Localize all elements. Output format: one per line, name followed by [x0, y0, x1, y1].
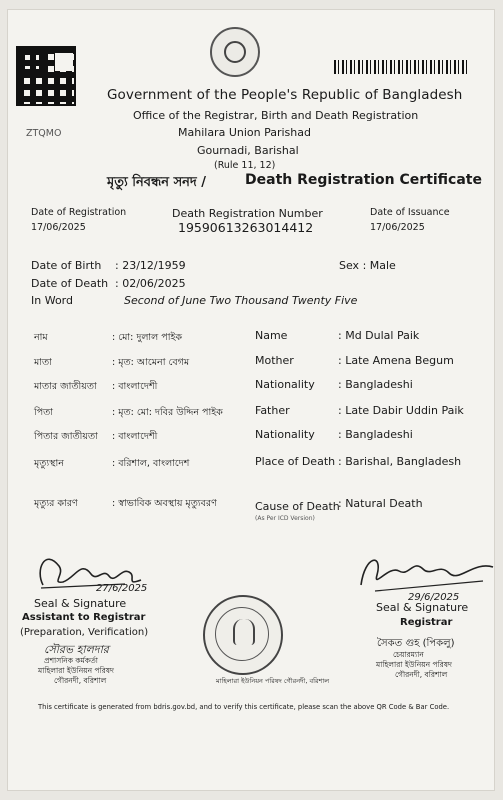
father-label: Father: [255, 404, 290, 417]
government-emblem-icon: [210, 27, 260, 77]
assistant-stamp-line3: গৌরনদী, বরিশাল: [54, 676, 107, 685]
assistant-sign-date: 27/6/2025: [96, 583, 148, 594]
cause-bn-value: : স্বাভাবিক অবস্থায় মৃত্যুবরণ: [112, 498, 217, 509]
place-of-death-label: Place of Death: [255, 455, 336, 468]
union-parishad-seal: [203, 595, 283, 675]
name-label: Name: [255, 329, 288, 342]
mother-value: : Late Amena Begum: [338, 354, 454, 367]
cause-value: : Natural Death: [338, 497, 423, 510]
cause-label: Cause of Death: [255, 500, 340, 513]
registration-date-label: Date of Registration: [31, 207, 127, 218]
registration-number-label: Death Registration Number: [172, 207, 323, 220]
gov-title: Government of the People's Republic of Bangladesh: [107, 87, 463, 103]
father-nationality-value: : Bangladeshi: [338, 428, 413, 441]
mother-bn-label: মাতা: [34, 357, 52, 368]
in-word-label: In Word: [31, 294, 73, 307]
issuance-date-label: Date of Issuance: [370, 207, 450, 218]
certificate-title-en: Death Registration Certificate: [245, 172, 482, 188]
mother-nationality-bn-label: মাতার জাতীয়তা: [34, 381, 97, 392]
sex-value: Sex : Male: [339, 259, 396, 272]
assistant-seal-caption: Seal & Signature: [34, 597, 127, 610]
barcode: [334, 60, 468, 74]
place-name: Gournadi, Barishal: [197, 144, 299, 157]
registration-number: 19590613263014412: [178, 220, 314, 235]
place-of-death-bn-value: : বরিশাল, বাংলাদেশ: [112, 458, 190, 469]
assistant-stamp-line2: মাহিলারা ইউনিয়ন পরিষদ: [38, 666, 114, 675]
qr-code: [18, 48, 74, 104]
father-bn-value: : মৃত: মো: দবির উদ্দিন পাইক: [112, 407, 223, 418]
name-bn-label: নাম: [34, 332, 48, 343]
cause-bn-label: মৃত্যুর কারণ: [34, 498, 78, 509]
place-of-death-value: : Barishal, Bangladesh: [338, 455, 462, 468]
registrar-stamp-line2: মাহিলারা ইউনিয়ন পরিষদ: [376, 660, 452, 669]
registrar-seal-caption: Seal & Signature: [376, 601, 469, 614]
mother-nationality-label: Nationality: [255, 378, 315, 391]
mother-nationality-value: : Bangladeshi: [338, 378, 413, 391]
father-value: : Late Dabir Uddin Paik: [338, 404, 464, 417]
mother-bn-value: : মৃত: আমেনা বেগম: [112, 357, 190, 368]
union-name: Mahilara Union Parishad: [178, 126, 311, 139]
father-nationality-bn-label: পিতার জাতীয়তা: [34, 431, 98, 442]
dod-value: : 02/06/2025: [115, 277, 186, 290]
registrar-sign-date: 29/6/2025: [408, 592, 460, 603]
in-word-value: Second of June Two Thousand Twenty Five: [124, 294, 358, 307]
name-bn-value: : মো: দুলাল পাইক: [112, 332, 183, 343]
certificate-title-bn: মৃত্যু নিবন্ধন সনদ /: [107, 175, 207, 190]
assistant-role: Assistant to Registrar: [22, 612, 146, 623]
registrar-role: Registrar: [400, 617, 453, 628]
dob-value: : 23/12/1959: [115, 259, 186, 272]
assistant-stamp-line1: প্রশাসনিক কর্মকর্তা: [44, 656, 98, 665]
assistant-subrole: (Preparation, Verification): [20, 627, 149, 638]
father-bn-label: পিতা: [34, 407, 54, 418]
registrar-stamp-name: সৈকত গুহ (পিকলু): [377, 638, 455, 649]
name-value: : Md Dulal Paik: [338, 329, 420, 342]
father-nationality-bn-value: : বাংলাদেশী: [112, 431, 158, 442]
place-of-death-bn-label: মৃত্যুস্থান: [34, 458, 64, 469]
qr-caption: ZTQMO: [26, 128, 62, 139]
office-title: Office of the Registrar, Birth and Death Registration: [133, 109, 419, 122]
registrar-stamp-line1: চেয়ারম্যান: [393, 650, 424, 659]
rule-text: (Rule 11, 12): [214, 160, 276, 171]
mother-label: Mother: [255, 354, 294, 367]
cause-note: (As Per ICD Version): [255, 515, 315, 522]
assistant-stamp-name: সৌরভ হালদার: [44, 643, 109, 656]
footer-note: This certificate is generated from bdris.gov.bd, and to verify this certificate, please scan the above QR Code & Bar Code.: [38, 703, 450, 711]
registrar-stamp-line3: গৌরনদী, বরিশাল: [395, 670, 448, 679]
seal-text: মাহিলারা ইউনিয়ন পরিষদ গৌরনদী, বরিশাল: [216, 677, 330, 685]
issuance-date: 17/06/2025: [370, 222, 425, 233]
mother-nationality-bn-value: : বাংলাদেশী: [112, 381, 158, 392]
registration-date: 17/06/2025: [31, 222, 86, 233]
dod-label: Date of Death: [31, 277, 109, 290]
father-nationality-label: Nationality: [255, 428, 315, 441]
dob-label: Date of Birth: [31, 259, 102, 272]
